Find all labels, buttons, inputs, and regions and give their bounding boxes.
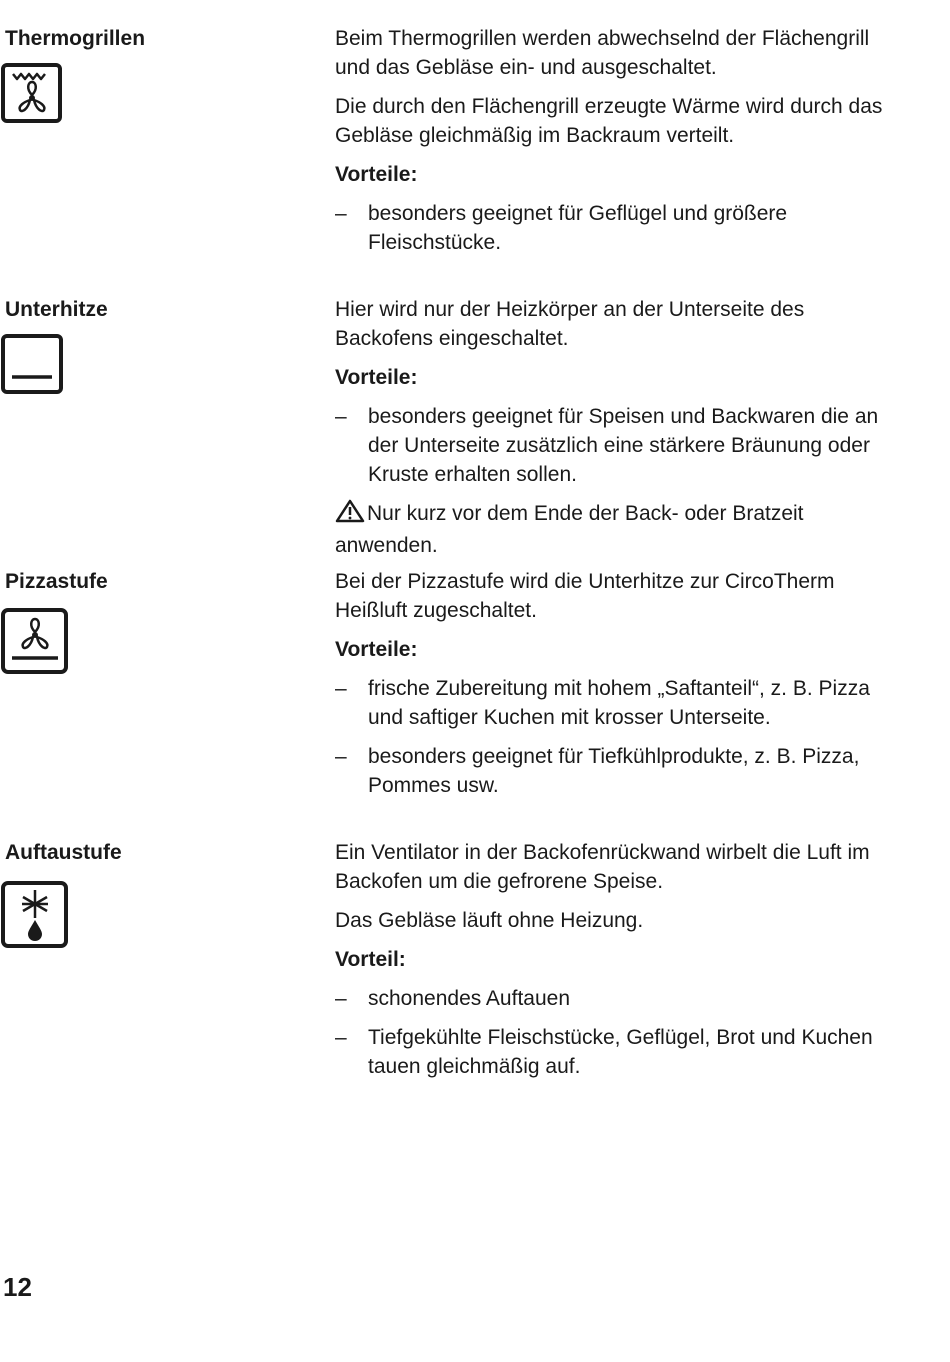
section-title: Pizzastufe (5, 570, 108, 593)
section-title: Unterhitze (5, 298, 108, 321)
section-content (335, 295, 895, 570)
bullet-dash: – (335, 677, 347, 700)
advantages-label: Vorteil: (335, 948, 406, 971)
advantages-label: Vorteile: (335, 638, 418, 661)
defrost-icon (0, 880, 70, 950)
bottom-heat-icon (0, 333, 70, 403)
paragraph: Das Gebläse läuft ohne Heizung. (335, 909, 644, 932)
list-item (335, 199, 895, 257)
section-content (335, 24, 895, 267)
list-item (335, 984, 895, 1013)
list-item (335, 742, 895, 800)
advantages-label: Vorteile: (335, 366, 418, 389)
paragraph: Die durch den Flächengrill erzeugte Wärme wird durch das Gebläse gleichmäßig im Backraum verteilt. (335, 95, 883, 147)
list-item-text: besonders geeignet für Speisen und Backwaren die an der Unterseite zusätzlich eine stärkere Bräunung oder Kruste erhalten sollen. (368, 405, 879, 486)
paragraph: Bei der Pizzastufe wird die Unterhitze zur CircoTherm Heißluft zugeschaltet. (335, 570, 835, 622)
page-number: 12 (3, 1272, 32, 1302)
paragraph: Beim Thermogrillen werden abwechselnd der Flächengrill und das Gebläse ein- und ausgeschaltet. (335, 27, 870, 79)
warning-text: Nur kurz vor dem Ende der Back- oder Bratzeit anwenden. (335, 502, 804, 557)
section-content (335, 567, 895, 810)
section-content (335, 838, 895, 1091)
pizza-setting-icon (0, 607, 70, 677)
list-item-text: Tiefgekühlte Fleischstücke, Geflügel, Brot und Kuchen tauen gleichmäßig auf. (368, 1026, 873, 1078)
advantages-label: Vorteile: (335, 163, 418, 186)
list-item (335, 674, 895, 732)
list-item-text: besonders geeignet für Geflügel und größere Fleischstücke. (368, 202, 788, 254)
section-title: Thermogrillen (5, 27, 146, 50)
list-item (335, 1023, 895, 1081)
list-item-text: besonders geeignet für Tiefkühlprodukte, z. B. Pizza, Pommes usw. (368, 745, 860, 797)
list-item (335, 402, 895, 489)
list-item-text: frische Zubereitung mit hohem „Saftanteil“, z. B. Pizza und saftiger Kuchen mit krosser Unterseite. (368, 677, 870, 729)
warning-triangle-icon (335, 499, 365, 531)
bullet-dash: – (335, 987, 347, 1010)
warning-note (335, 499, 895, 560)
bullet-dash: – (335, 202, 347, 225)
thermogrill-icon (0, 62, 70, 132)
paragraph: Hier wird nur der Heizkörper an der Unterseite des Backofens eingeschaltet. (335, 298, 805, 350)
list-item-text: schonendes Auftauen (368, 987, 571, 1010)
bullet-dash: – (335, 1026, 347, 1049)
paragraph: Ein Ventilator in der Backofenrückwand wirbelt die Luft im Backofen um die gefrorene Speise. (335, 841, 870, 893)
section-title: Auftaustufe (5, 841, 122, 864)
bullet-dash: – (335, 405, 347, 428)
bullet-dash: – (335, 745, 347, 768)
